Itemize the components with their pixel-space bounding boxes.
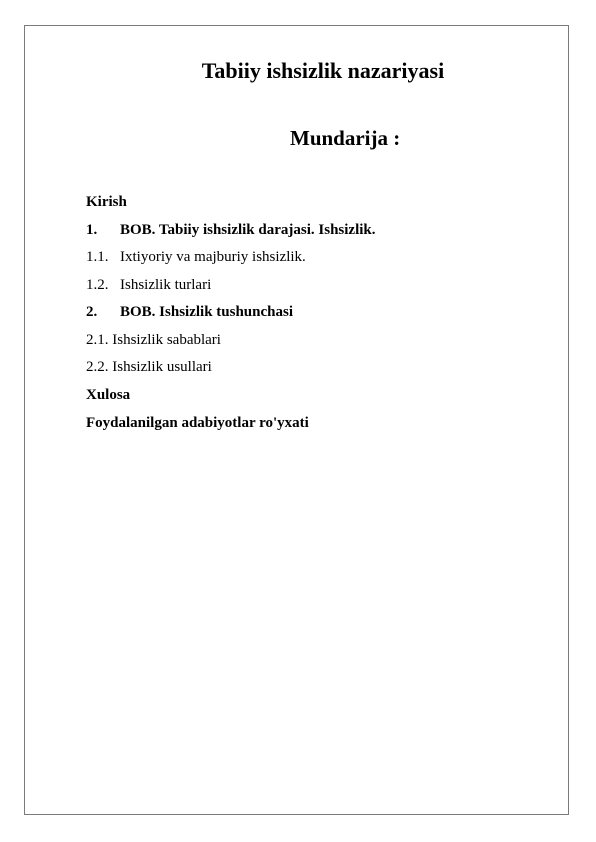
toc-item-text: BOB. Ishsizlik tushunchasi bbox=[120, 304, 293, 320]
toc-item-chapter-2 bbox=[86, 303, 293, 321]
toc-item-text: 2.1. Ishsizlik sabablari bbox=[86, 332, 221, 348]
toc-item-text: Xulosa bbox=[86, 387, 131, 403]
toc-item-number: 1. bbox=[86, 222, 98, 238]
toc-item-text: Ixtiyoriy va majburiy ishsizlik. bbox=[120, 249, 306, 265]
toc-item-text: Ishsizlik turlari bbox=[120, 277, 212, 293]
toc-item-section-1-2 bbox=[86, 276, 211, 294]
toc-item-number: 1.2. bbox=[86, 277, 109, 293]
toc-item-introduction bbox=[86, 193, 127, 211]
toc-item-chapter-1 bbox=[86, 221, 376, 239]
toc-item-text: Kirish bbox=[86, 194, 127, 210]
document-title: Tabiiy ishsizlik nazariyasi bbox=[201, 58, 445, 83]
toc-item-text: BOB. Tabiiy ishsizlik darajasi. Ishsizlik. bbox=[120, 222, 376, 238]
toc-item-text: 2.2. Ishsizlik usullari bbox=[86, 359, 212, 375]
toc-heading: Mundarija : bbox=[290, 126, 401, 150]
toc-item-references bbox=[86, 414, 309, 432]
toc-item-text: Foydalanilgan adabiyotlar ro'yxati bbox=[86, 415, 309, 431]
toc-item-section-1-1 bbox=[86, 248, 306, 266]
toc-item-number: 1.1. bbox=[86, 249, 109, 265]
toc-item-section-2-2 bbox=[86, 358, 212, 376]
toc-item-conclusion bbox=[86, 386, 130, 404]
toc-item-section-2-1 bbox=[86, 331, 221, 349]
toc-item-number: 2. bbox=[86, 304, 98, 320]
